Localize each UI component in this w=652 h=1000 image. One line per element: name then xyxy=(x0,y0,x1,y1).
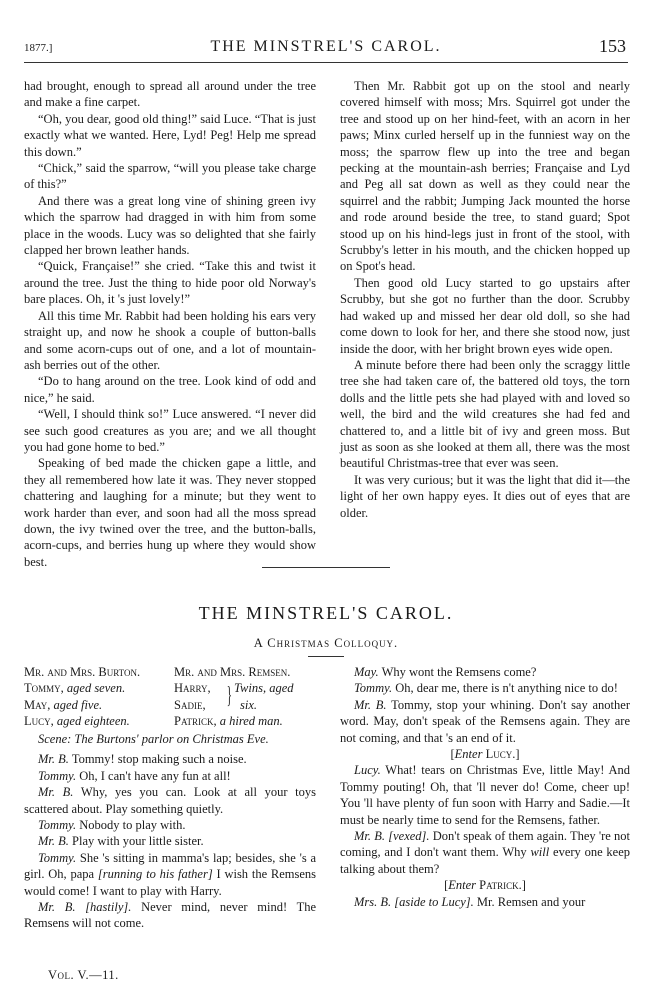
cast-may: May, aged five. xyxy=(24,697,103,712)
stage-direction-enter-patrick: [Enter Patrick.] xyxy=(444,878,526,893)
dialogue-line: Mr. B. Tommy! stop making such a noise. xyxy=(38,752,247,767)
paragraph: had brought, enough to spread all around under the tree and make a fine carpet. xyxy=(24,79,316,110)
twins-label: Twins, aged xyxy=(234,681,294,696)
dialogue-line: Mr. B. [hastily]. Never mind, never mind! The Remsens will not come. xyxy=(24,900,317,931)
cast-list xyxy=(24,664,324,730)
paragraph: “Quick, Française!” she cried. “Take this and twist it around the tree. Just the thing to hide poor old Norway's bare places. Oh, it 's just lovely!” xyxy=(24,259,316,307)
dialogue-line: Mr. B. Why, yes you can. Look at all your toys scattered about. Play something quietly. xyxy=(24,785,316,816)
play-column-left xyxy=(24,731,316,932)
stage-direction-enter-lucy: [Enter Lucy.] xyxy=(450,747,520,762)
scene-line: Scene: The Burtons' parlor on Christmas Eve. xyxy=(38,732,269,746)
cast-sadie: Sadie, xyxy=(174,697,206,712)
paragraph: It was very curious; but it was the light that did it—the light of her own happy eyes. It dies out of eyes that are older. xyxy=(340,472,630,520)
paragraph: “Well, I should think so!” Luce answered. “I never did see such good creatures as you are; and we all thought you had gone home to bed.” xyxy=(24,407,316,454)
paragraph: A minute before there had been only the scraggy little tree she had taken care of, the battered old toys, the torn dolls and the little pets she had played with and loved so well, the bird and the wild creatures she had fed and chattered to, and a little bit of ivy and green moss. But just as soon as she looked at them all, there was the most beautiful Christmas-tree that ever was seen. xyxy=(340,357,630,471)
brace-icon: } xyxy=(226,683,232,710)
page-number: 153 xyxy=(599,36,626,56)
cast-harry: Harry, xyxy=(174,681,211,696)
paragraph: “Chick,” said the sparrow, “will you please take charge of this?” xyxy=(24,161,316,192)
paragraph: All this time Mr. Rabbit had been holding his ears very straight up, and now he shook a couple of button-balls and some acorn-cups out of one, and a lot of mountain-ash berries out of the other. xyxy=(24,308,316,372)
subtitle-rule xyxy=(308,656,344,657)
dialogue-line: Tommy. Nobody to play with. xyxy=(38,818,186,833)
dialogue-line: Tommy. She 's sitting in mamma's lap; besides, she 's a girl. Oh, papa [running to his father] I wish the Remsens would come! I want to play with Harry. xyxy=(24,850,317,898)
cast-tommy: Tommy, aged seven. xyxy=(24,681,126,696)
cast-lucy: Lucy, aged eighteen. xyxy=(24,714,130,729)
dialogue-line: Lucy. What! tears on Christmas Eve, little May! And Tommy pouting! Oh, that 'll never do! Come, cheer up! You 'll have plenty of fun soon with Harry and Sadie.—It must be nearly time to send for the Remsens, father. xyxy=(340,763,630,827)
header-year: 1877.] xyxy=(24,42,53,54)
running-title: THE MINSTREL'S CAROL. xyxy=(210,38,442,55)
paragraph: Speaking of bed made the chicken gape a little, and they all remembered how late it was. They never stopped chattering and laughing for a minute; but they went to work harder than ever, and soon had all the moss spread down, the ivy twined over the tree, and the button-balls, acorn-cups, and berries hung up where they would show best. xyxy=(24,456,316,569)
paragraph: Then good old Lucy started to go upstairs after Scrubby, but she got no further than the door. Scrubby had waked up and missed her dear old doll, so she had come down to look for her, and there she stood now, just inside the door, with her bright brown eyes wide open. xyxy=(340,275,630,356)
play-column-right xyxy=(340,664,630,910)
section-title: THE MINSTREL'S CAROL. xyxy=(198,603,454,623)
dialogue-line: Mr. B. Play with your little sister. xyxy=(38,834,204,849)
paragraph: “Oh, you dear, good old thing!” said Luce. “That is just exactly what we wanted. Here, Lyd! Peg! Help me spread this down.” xyxy=(24,111,316,159)
paragraph: “Do to hang around on the tree. Look kind of odd and nice,” he said. xyxy=(24,374,316,405)
dialogue-line: Mr. B. Tommy, stop your whining. Don't say another word. May, don't speak of the Remsens again. They are not coming, and that 's an end of it. xyxy=(340,697,630,745)
cast-remsen: Mr. and Mrs. Remsen. xyxy=(174,665,291,679)
section-subtitle: A Christmas Colloquy. xyxy=(253,636,399,650)
signature-mark: Vol. V.—11. xyxy=(48,968,119,982)
story-column-right xyxy=(340,78,630,521)
dialogue-line: Tommy. Oh, I can't have any fun at all! xyxy=(38,768,231,783)
dialogue-line: Mr. B. [vexed]. Don't speak of them again. They 're not coming, and I don't want them. Why will every one keep talking about them? xyxy=(340,829,631,876)
cast-twins xyxy=(174,680,324,713)
twins-age: six. xyxy=(240,697,258,712)
paragraph: Then Mr. Rabbit got up on the stool and nearly covered himself with moss; Mrs. Squirrel got under the tree and stood up on her hind-feet, with an acorn in her paws; Minx curled herself up in the funniest way on the moss; the sparrow flew up into the tree and began pecking at the mountain-ash berries; Française and Lyd and Peg all sat down as well as they could near the squirrel and the rabbit; Jumping Jack mounted the horse and rode around beside the tree, to stand guard; Spot stood up on his hind-legs just in front of the stool, with Scrubby's letter in his mouth, and the chicken hopped up on Spot's head. xyxy=(340,79,630,274)
paragraph: And there was a great long vine of shining green ivy which the sparrow had dragged in with him from some place in the woods. Lucy was so delighted that she fairly clapped her brown leather hands. xyxy=(24,193,316,258)
cast-burton: Mr. and Mrs. Burton. xyxy=(24,665,141,679)
section-divider xyxy=(262,567,390,568)
header-rule xyxy=(24,62,628,63)
story-column-left xyxy=(24,78,316,570)
dialogue-line: Mrs. B. [aside to Lucy]. Mr. Remsen and your xyxy=(354,894,586,909)
dialogue-line: Tommy. Oh, dear me, there is n't anything nice to do! xyxy=(354,681,618,696)
dialogue-line: May. Why wont the Remsens come? xyxy=(354,665,537,679)
cast-patrick: Patrick, a hired man. xyxy=(174,714,283,729)
